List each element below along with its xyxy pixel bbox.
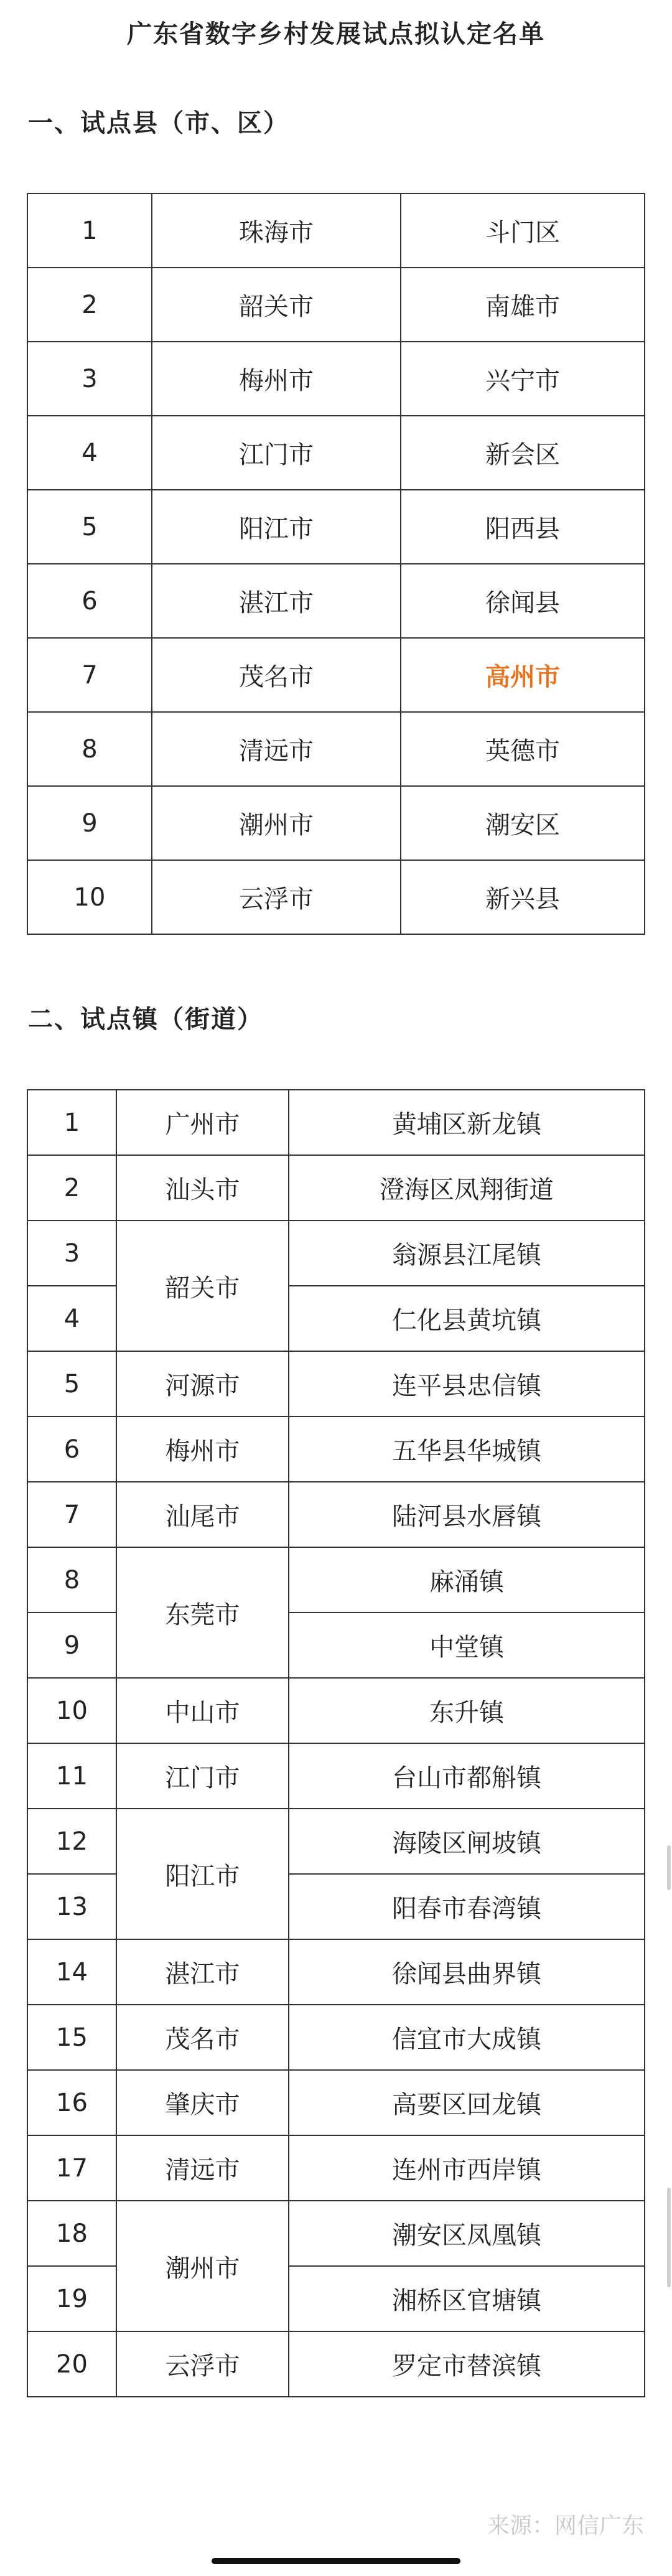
city-cell: 韶关市	[152, 268, 401, 342]
city-cell: 汕尾市	[116, 1482, 289, 1547]
city-cell: 中山市	[116, 1678, 289, 1743]
town-cell: 徐闻县曲界镇	[289, 1939, 645, 2005]
row-number: 13	[27, 1874, 116, 1939]
row-number: 19	[27, 2266, 116, 2331]
city-cell: 茂名市	[152, 638, 401, 712]
table-row	[27, 1482, 645, 1547]
county-cell: 英德市	[401, 712, 645, 786]
pilot-towns-table	[27, 1089, 645, 2397]
town-cell: 澄海区凤翔街道	[289, 1155, 645, 1220]
table-row	[27, 712, 645, 786]
city-cell: 梅州市	[152, 342, 401, 416]
table-row	[27, 268, 645, 342]
city-cell: 阳江市	[152, 490, 401, 564]
table-row	[27, 1939, 645, 2005]
table-row	[27, 1417, 645, 1482]
row-number: 8	[27, 1547, 116, 1613]
town-cell: 信宜市大成镇	[289, 2005, 645, 2070]
table-row	[27, 1743, 645, 1809]
city-cell: 云浮市	[152, 860, 401, 934]
table-row	[27, 2070, 645, 2135]
row-number: 9	[27, 1613, 116, 1678]
row-number: 18	[27, 2201, 116, 2266]
row-number: 10	[27, 860, 152, 934]
city-cell: 清远市	[152, 712, 401, 786]
city-cell: 江门市	[116, 1743, 289, 1809]
table-row	[27, 194, 645, 268]
row-number: 20	[27, 2331, 116, 2397]
section-heading-counties: 一、试点县（市、区）	[28, 109, 289, 138]
row-number: 6	[27, 1417, 116, 1482]
county-cell: 南雄市	[401, 268, 645, 342]
row-number: 10	[27, 1678, 116, 1743]
county-cell: 新会区	[401, 416, 645, 490]
city-cell: 潮州市	[152, 786, 401, 860]
town-cell: 连平县忠信镇	[289, 1351, 645, 1417]
pilot-counties-table	[27, 193, 645, 935]
county-cell: 徐闻县	[401, 564, 645, 638]
town-cell: 罗定市替滨镇	[289, 2331, 645, 2397]
table-row	[27, 638, 645, 712]
table-row	[27, 1678, 645, 1743]
row-number: 11	[27, 1743, 116, 1809]
row-number: 1	[27, 1090, 116, 1155]
table-row	[27, 342, 645, 416]
county-cell: 兴宁市	[401, 342, 645, 416]
row-number: 6	[27, 564, 152, 638]
table-row	[27, 1220, 645, 1286]
city-cell: 云浮市	[116, 2331, 289, 2397]
row-number: 9	[27, 786, 152, 860]
row-number: 7	[27, 638, 152, 712]
city-cell: 茂名市	[116, 2005, 289, 2070]
county-cell: 新兴县	[401, 860, 645, 934]
city-cell: 江门市	[152, 416, 401, 490]
table-row	[27, 1351, 645, 1417]
source-credit: 来源：网信广东	[487, 2513, 644, 2539]
row-number: 3	[27, 1220, 116, 1286]
row-number: 14	[27, 1939, 116, 2005]
table-row	[27, 564, 645, 638]
town-cell: 陆河县水唇镇	[289, 1482, 645, 1547]
city-cell: 广州市	[116, 1090, 289, 1155]
table-row	[27, 1547, 645, 1613]
city-cell: 清远市	[116, 2135, 289, 2201]
city-cell: 肇庆市	[116, 2070, 289, 2135]
row-number: 5	[27, 1351, 116, 1417]
row-number: 8	[27, 712, 152, 786]
town-cell: 连州市西岸镇	[289, 2135, 645, 2201]
city-cell: 韶关市	[116, 1220, 289, 1351]
table-row	[27, 490, 645, 564]
table-row	[27, 2005, 645, 2070]
table-row	[27, 1090, 645, 1155]
county-cell: 阳西县	[401, 490, 645, 564]
town-cell: 黄埔区新龙镇	[289, 1090, 645, 1155]
town-cell: 海陵区闸坡镇	[289, 1809, 645, 1874]
row-number: 4	[27, 416, 152, 490]
row-number: 2	[27, 268, 152, 342]
city-cell: 湛江市	[152, 564, 401, 638]
city-cell: 东莞市	[116, 1547, 289, 1678]
town-cell: 阳春市春湾镇	[289, 1874, 645, 1939]
table-row	[27, 416, 645, 490]
home-indicator[interactable]	[212, 2558, 460, 2564]
row-number: 3	[27, 342, 152, 416]
town-cell: 潮安区凤凰镇	[289, 2201, 645, 2266]
city-cell: 河源市	[116, 1351, 289, 1417]
table-row	[27, 2135, 645, 2201]
row-number: 17	[27, 2135, 116, 2201]
row-number: 4	[27, 1286, 116, 1351]
scrollbar-thumb[interactable]	[667, 1845, 671, 1890]
city-cell: 珠海市	[152, 194, 401, 268]
town-cell: 翁源县江尾镇	[289, 1220, 645, 1286]
row-number: 16	[27, 2070, 116, 2135]
city-cell: 阳江市	[116, 1809, 289, 1939]
city-cell: 汕头市	[116, 1155, 289, 1220]
city-cell: 潮州市	[116, 2201, 289, 2331]
row-number: 5	[27, 490, 152, 564]
table-row	[27, 860, 645, 934]
city-cell: 梅州市	[116, 1417, 289, 1482]
town-cell: 东升镇	[289, 1678, 645, 1743]
scrollbar-thumb[interactable]	[667, 2188, 671, 2287]
table-row	[27, 2201, 645, 2266]
town-cell: 高要区回龙镇	[289, 2070, 645, 2135]
table-row	[27, 1155, 645, 1220]
town-cell: 台山市都斛镇	[289, 1743, 645, 1809]
table-row	[27, 786, 645, 860]
table-row	[27, 2331, 645, 2397]
row-number: 1	[27, 194, 152, 268]
city-cell: 湛江市	[116, 1939, 289, 2005]
page-title: 广东省数字乡村发展试点拟认定名单	[127, 20, 545, 49]
town-cell: 中堂镇	[289, 1613, 645, 1678]
county-cell-highlighted: 高州市	[401, 638, 645, 712]
town-cell: 湘桥区官塘镇	[289, 2266, 645, 2331]
county-cell: 斗门区	[401, 194, 645, 268]
row-number: 12	[27, 1809, 116, 1874]
row-number: 2	[27, 1155, 116, 1220]
county-cell: 潮安区	[401, 786, 645, 860]
town-cell: 麻涌镇	[289, 1547, 645, 1613]
town-cell: 仁化县黄坑镇	[289, 1286, 645, 1351]
section-heading-towns: 二、试点镇（街道）	[28, 1005, 263, 1034]
row-number: 15	[27, 2005, 116, 2070]
table-row	[27, 1809, 645, 1874]
row-number: 7	[27, 1482, 116, 1547]
town-cell: 五华县华城镇	[289, 1417, 645, 1482]
